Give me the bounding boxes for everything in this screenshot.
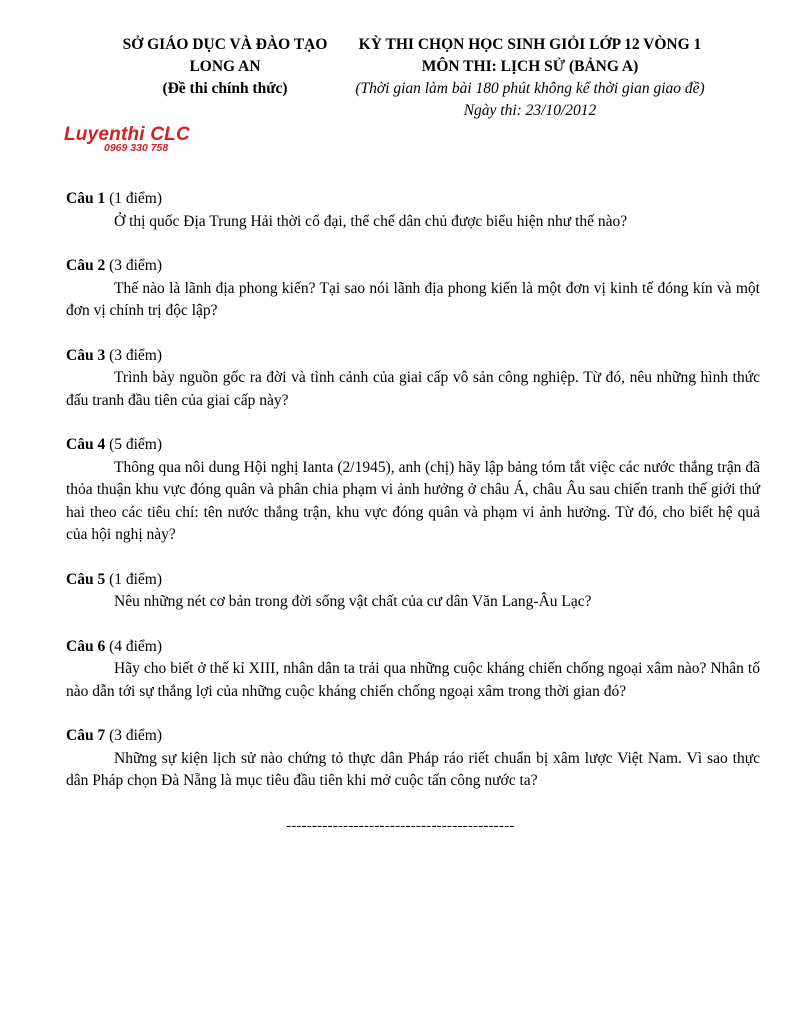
question-points: (4 điểm) [105, 637, 163, 655]
question-4 [66, 434, 760, 547]
question-text: Trình bày nguồn gốc ra đời và tình cảnh của giai cấp vô sản công nghiệp. Từ đó, nêu những hình thức đấu tranh đầu tiên của giai cấp này? [66, 369, 760, 409]
question-list [66, 188, 760, 815]
question-1 [66, 188, 760, 233]
question-6 [66, 636, 760, 704]
question-text: Thông qua nôi dung Hội nghị Ianta (2/1945), anh (chị) hãy lập bảng tóm tắt việc các nước thắng trận đã thỏa thuận khu vực đóng quân và phân chia phạm vi ảnh hưởng ở châu Á, châu Âu sau chiến tranh thế giới thứ hai theo các tiêu chí: tên nước thắng trận, khu vực đóng quân và phạm vi ảnh hưởng. Từ đó, cho biết hệ quả của hội nghị này? [66, 458, 760, 543]
question-points: (1 điểm) [105, 190, 163, 207]
watermark-logo [64, 124, 224, 156]
logo-phone: 0969 330 758 [104, 142, 169, 154]
question-label: Câu 5 [66, 570, 106, 588]
question-text: Hãy cho biết ở thế kỉ XIII, nhân dân ta trải qua những cuộc kháng chiến chống ngoại xâm nào? Nhân tố nào dẫn tới sự thắng lợi của những cuộc kháng chiến chống ngoại xâm trong thời gian đó? [66, 660, 760, 700]
question-label: Câu 3 [66, 346, 106, 364]
question-points: (5 điểm) [105, 436, 163, 453]
question-heading [66, 434, 760, 457]
question-heading [66, 725, 760, 748]
question-7 [66, 725, 760, 793]
question-heading [66, 636, 760, 659]
official-exam-note: (Đề thi chính thức) [162, 80, 288, 97]
exam-duration: (Thời gian làm bài 180 phút không kể thời gian giao đề) [355, 80, 705, 97]
question-label: Câu 4 [66, 436, 106, 453]
question-text: Nêu những nét cơ bản trong đời sống vật chất của cư dân Văn Lang-Âu Lạc? [114, 593, 592, 610]
question-points: (1 điểm) [105, 570, 163, 588]
exam-title: KỲ THI CHỌN HỌC SINH GIỎI LỚP 12 VÒNG 1 [358, 36, 702, 53]
question-heading [66, 569, 760, 592]
question-heading [66, 255, 760, 278]
exam-subject: MÔN THI: LỊCH SỬ (BẢNG A) [421, 58, 639, 75]
question-label: Câu 7 [66, 727, 106, 744]
question-label: Câu 1 [66, 190, 106, 207]
question-5 [66, 569, 760, 614]
issuer-province: LONG AN [189, 58, 261, 75]
question-heading [66, 188, 760, 211]
issuer-header [100, 34, 350, 100]
question-points: (3 điểm) [105, 257, 163, 274]
question-text: Thế nào là lãnh địa phong kiến? Tại sao nói lãnh địa phong kiến là một đơn vị kinh tế đóng kín và một đơn vị chính trị độc lập? [66, 279, 760, 319]
question-points: (3 điểm) [105, 727, 163, 744]
question-label: Câu 2 [66, 257, 106, 274]
question-points: (3 điểm) [105, 346, 163, 364]
exam-date: Ngày thi: 23/10/2012 [463, 102, 597, 119]
logo-text: Luyenthi CLC [64, 124, 190, 145]
exam-header [330, 34, 730, 122]
question-3 [66, 345, 760, 413]
issuer-department: SỞ GIÁO DỤC VÀ ĐÀO TẠO [122, 36, 328, 53]
end-of-exam-divider: -------------------------------------------- [286, 818, 515, 834]
question-heading [66, 345, 760, 368]
question-text: Ở thị quốc Địa Trung Hải thời cổ đại, thể chế dân chủ được biểu hiện như thế nào? [114, 212, 628, 230]
question-text: Những sự kiện lịch sử nào chứng tỏ thực dân Pháp ráo riết chuẩn bị xâm lược Việt Nam. Vì sao thực dân Pháp chọn Đà Nẵng là mục tiêu đầu tiên khi mở cuộc tấn công nước ta? [66, 749, 760, 789]
question-2 [66, 255, 760, 323]
question-label: Câu 6 [66, 637, 106, 655]
